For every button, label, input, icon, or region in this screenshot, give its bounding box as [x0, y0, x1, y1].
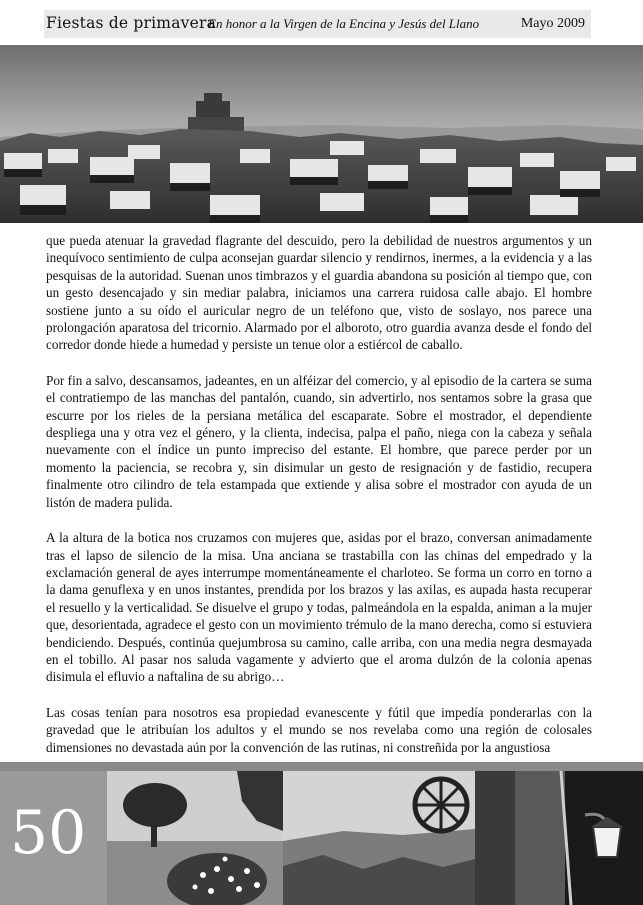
page-number: 50: [10, 798, 87, 868]
footer-divider: [0, 762, 643, 771]
landscape-tree-photo: [107, 771, 283, 905]
article-body: [46, 232, 592, 774]
article-paragraph: Por fin a salvo, descansamos, jadeantes, en un alféizar del comercio, y al episodio de la cartera se suma el contratiempo de las manchas del pantalón, cuando, sin advertirlo, nos sentamos sobre la grasa que escurre por los rieles de la persiana metálica del escaparate. Sobre el mostrador, el dependiente despliega una y otra vez el género, y la clienta, indecisa, palpa el paño, niega con la cabeza y señala nuevamente con el índice un punto impreciso del estante. El hombre, que parece perder por un momento la paciencia, se recobra y, sin disimular un gesto de resignación y de fastidio, recupera finalmente otro cilindro de tela estampada que extiende y alisa sobre el mostrador con ayuda de un listón de madera pulida.: [46, 372, 592, 510]
magazine-title: Fiestas de primavera: [46, 14, 217, 32]
header-subtitle: En honor a la Virgen de la Encina y Jesús del Llano: [208, 16, 480, 31]
page-footer: [0, 771, 643, 905]
page-number-box: [0, 771, 107, 905]
page-header: [44, 10, 591, 38]
rocks-wheel-photo: [283, 771, 475, 905]
issue-date: Mayo 2009: [520, 16, 585, 31]
article-paragraph: Las cosas tenían para nosotros esa propiedad evanescente y fútil que impedía ponderarlas con la gravedad que le atribuían los adultos y el mundo se nos revelaba como una región de colosales dimensiones no devastada aún por la convención de las rutinas, ni constreñida por la angustiosa: [46, 704, 592, 755]
town-panorama-photo: [0, 45, 643, 223]
article-paragraph: que pueda atenuar la gravedad flagrante del descuido, pero la debilidad de nuestros argumentos y un inequívoco sentimiento de culpa aconsejan guardar silencio y rendirnos, inermes, a la evidencia y a las pesquisas de la autoridad. Suenan unos timbrazos y el guardia abandona su posición al tiempo que, con un gesto desencajado y sin mediar palabra, iniciamos una carrera ruidosa calle abajo. El hombre sostiene junto a su oído el auricular negro de un teléfono que, visto de soslayo, nos parece una prolongación aparatosa del tricornio. Alarmado por el alboroto, otro guardia avanza desde el fondo del corredor donde hiede a humedad y persiste un tenue olor a estiércol de caballo.: [46, 233, 592, 353]
street-lamp-photo: [475, 771, 643, 905]
article-paragraph: A la altura de la botica nos cruzamos con mujeres que, asidas por el brazo, conversan animadamente tras el lapso de silencio de la misa. Una anciana se trastabilla con las chinas del empedrado y la exclamación general de ayes interrumpe momentáneamente el charloteo. Se forma un corro en torno a la dama genuflexa y en unos instantes, prendida por los brazos y las axilas, es aupada hasta recuperar el resuello y la verticalidad. Se disuelve el grupo y todas, palmeándola en la espalda, animan a la mujer que, desorientada, agradece el gesto con un movimiento trémulo de la mano derecha, como si estuviera bendiciendo. Después, continúa quejumbrosa su camino, calle arriba, con una media negra desmayada en el tobillo. Al pasar nos saluda vagamente y advierto que el aroma dulzón de la colonia apenas disimula el efluvio a naftalina de su abrigo…: [46, 530, 592, 685]
